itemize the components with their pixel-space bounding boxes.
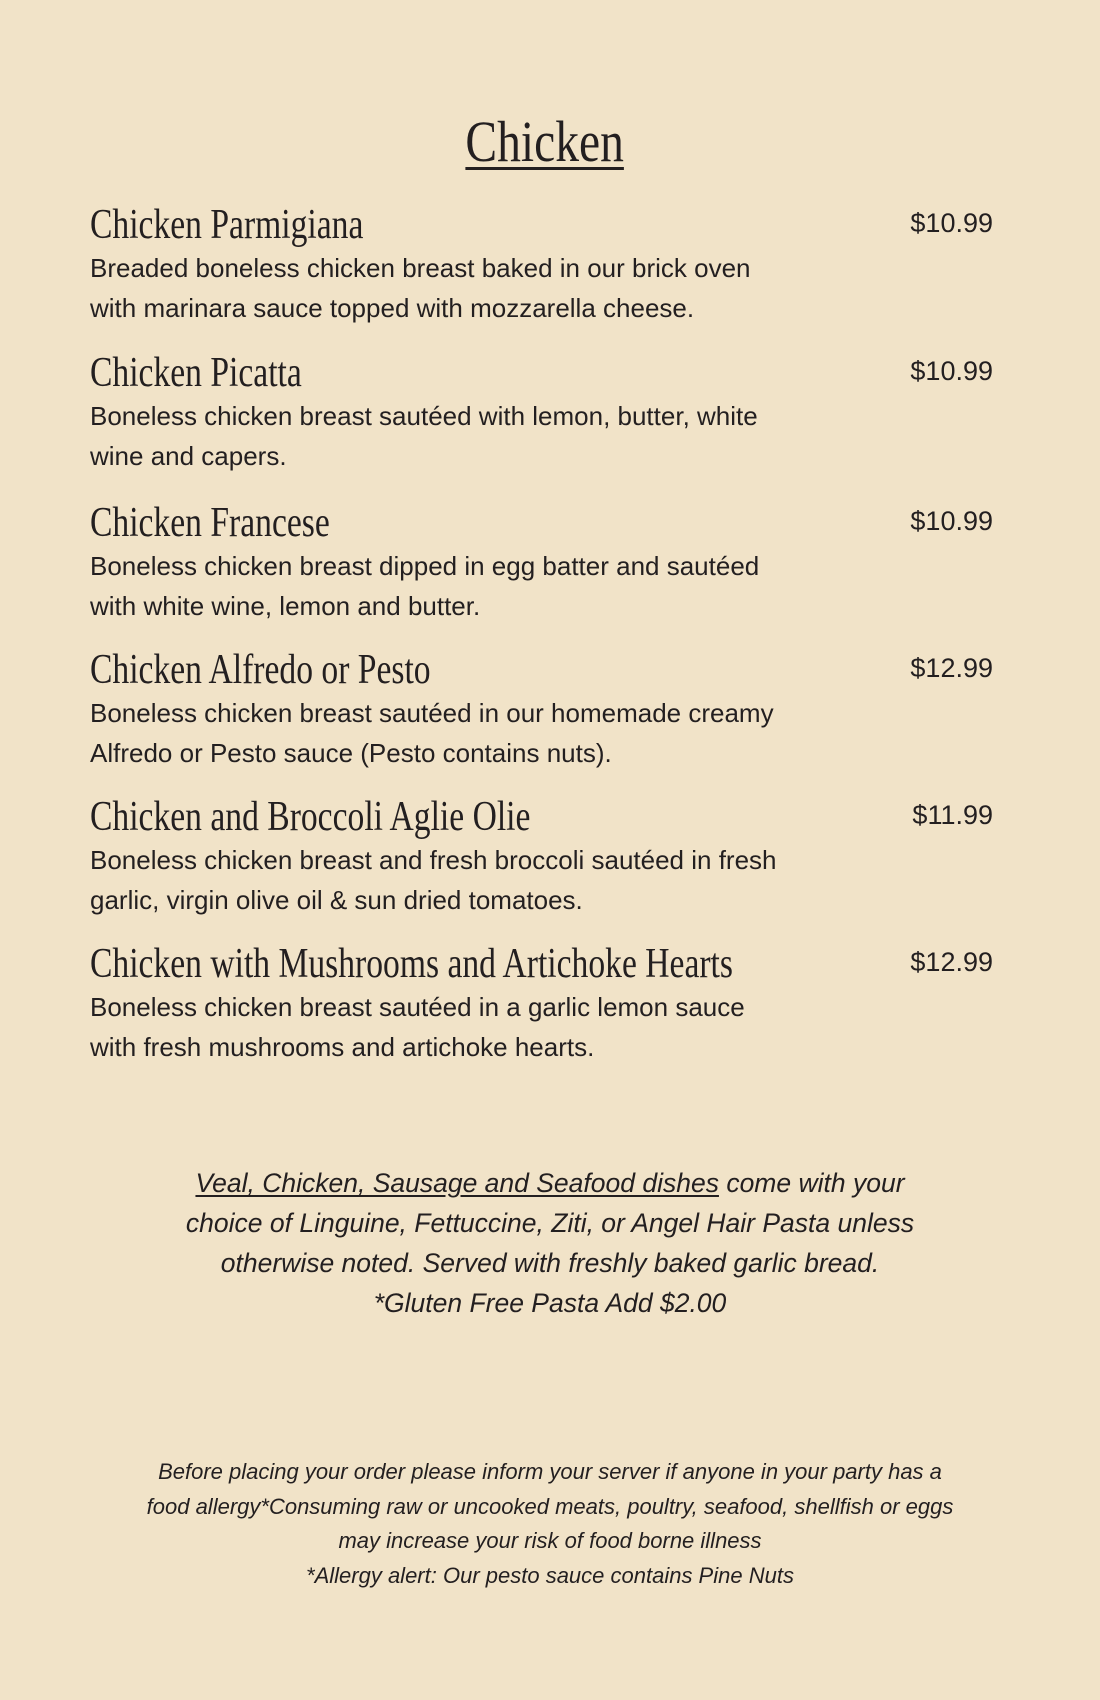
item-name: Chicken Picatta xyxy=(90,350,302,396)
item-price: $11.99 xyxy=(912,800,993,830)
item-description: Boneless chicken breast dipped in egg batter and sautéed with white wine, lemon and butter. xyxy=(90,551,760,621)
page-title: Chicken xyxy=(465,109,625,174)
item-price: $10.99 xyxy=(910,208,993,238)
allergy-notice: Before placing your order please inform your server if anyone in your party has a food allergy*Consuming raw or uncooked meats, poultry, seafood, shellfish or eggs may increase your risk of food borne illness *Allergy alert: Our pesto sauce contains Pine Nuts xyxy=(146,1459,954,1588)
menu-item xyxy=(90,647,1000,773)
menu-item xyxy=(90,941,1000,1067)
item-name: Chicken Alfredo or Pesto xyxy=(90,647,431,693)
item-description: Boneless chicken breast sautéed in our homemade creamy Alfredo or Pesto sauce (Pesto contains nuts). xyxy=(90,698,774,768)
item-price: $10.99 xyxy=(910,356,993,386)
item-name: Chicken with Mushrooms and Artichoke Hearts xyxy=(90,941,733,987)
item-description: Boneless chicken breast sautéed with lemon, butter, white wine and capers. xyxy=(90,401,758,471)
menu-item xyxy=(90,794,1000,920)
item-name: Chicken Francese xyxy=(90,500,330,546)
item-name: Chicken and Broccoli Aglie Olie xyxy=(90,794,531,840)
menu-item xyxy=(90,202,1000,328)
item-description: Breaded boneless chicken breast baked in our brick oven with marinara sauce topped with mozzarella cheese. xyxy=(90,253,751,323)
menu-item xyxy=(90,500,1000,626)
item-price: $12.99 xyxy=(910,653,993,683)
item-description: Boneless chicken breast sautéed in a garlic lemon sauce with fresh mushrooms and artichoke hearts. xyxy=(90,992,745,1062)
pasta-note: Veal, Chicken, Sausage and Seafood dishes come with your choice of Linguine, Fettuccine, Ziti, or Angel Hair Pasta unless otherwise noted. Served with freshly baked garlic bread. *Gluten Free Pasta Add $2.00 xyxy=(185,1168,915,1318)
item-name: Chicken Parmigiana xyxy=(90,202,364,248)
item-price: $10.99 xyxy=(910,506,993,536)
item-price: $12.99 xyxy=(910,947,993,977)
item-description: Boneless chicken breast and fresh broccoli sautéed in fresh garlic, virgin olive oil & sun dried tomatoes. xyxy=(90,845,777,915)
menu-item xyxy=(90,350,1000,476)
